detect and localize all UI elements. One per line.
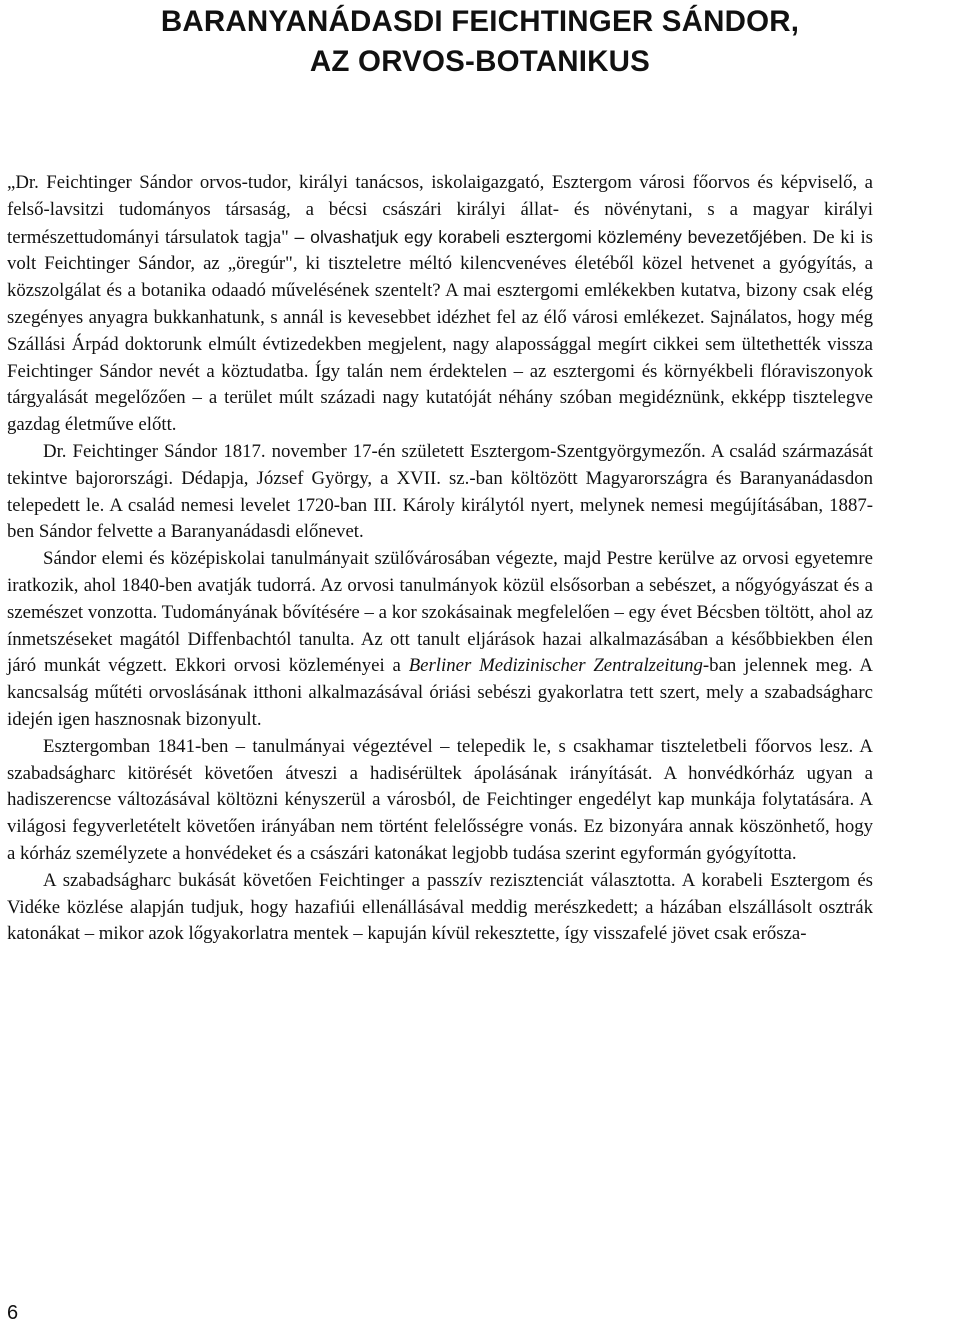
paragraph-birth: Dr. Feichtinger Sándor 1817. november 17-én született Esztergom-Szentgyörgymezőn. A család származását tekintve bajorországi. Dédapja, József György, a XVII. sz.-ban költözött Magyarországra és Baranyanádasdon telepedett le. A család nemesi levelet 1720-ban III. Károly királytól nyert, melynek nemesi megújításában, 1887-ben Sándor felvette a Baranyanádasdi előnevet. [7, 440, 873, 543]
article-body [7, 170, 873, 948]
paragraph-education [7, 546, 873, 734]
journal-title: Berliner Medizinischer Zentralzeitung [408, 655, 703, 677]
education-text-end: -ban jelennek meg. A kancsalság műtéti orvoslásának itthoni alkalmazásával óriási sebészi gyakorlatra tett szert, mely a szabadságharc idején igen hasznosnak bizonyult. [7, 655, 873, 730]
paragraph-intro [7, 170, 873, 439]
paragraph-esztergom: Esztergomban 1841-ben – tanulmányai végeztével – telepedik le, s csakhamar tiszteletbeli főorvos lesz. A szabadságharc kitörését követően átveszi a hadisérültek ápolásának irányítását. A honvédkórház ugyan a hadiszerencse változásával költözni kényszerül a városból, de Feichtinger engedélyt kap munkája folytatására. A világosi fegyverletételt követően irányában nem történt felelősségre vonás. Ez bizonyára annak köszönhető, hogy a kórház személyzete a honvédeket és a császári katonákat legjobb tudása szerint egyformán gyógyította. [7, 735, 873, 864]
article-title-line-1: BARANYANÁDASDI FEICHTINGER SÁNDOR, [160, 5, 800, 38]
article-title [0, 2, 960, 82]
paragraph-resistance: A szabadságharc bukását követően Feichtinger a passzív rezisztenciát választotta. A korabeli Esztergom és Vidéke közlése alapján tudjuk, hogy hazafiúi ellenállásával meddig merészkedett; a házában elszállásolt osztrák katonákat – mikor azok lőgyakorlatra mentek – kapuján kívül rekesztette, így visszafelé jövet csak erősza- [7, 869, 873, 945]
intro-source-line: – olvashatjuk egy korabeli esztergomi közlemény bevezetőjében. [294, 226, 807, 247]
education-text-start: Sándor elemi és középiskolai tanulmányait szülővárosában végezte, majd Pestre kerülve az orvosi egyetemre iratkozik, ahol 1840-ben avatják tudorrá. Az orvosi tanulmányok közül elsősorban a sebészet, a nőgyógyászat és a szemészet vonzotta. Tudományának bővítésére – a kor szokásainak megfelelően – egy évet Bécsben töltött, ahol az ínmetszéseket magától Diffenbachtól tanulta. Az ott tanult eljárások hazai alkalmazásában a későbbiekben élen járó munkát végzett. Ekkori orvosi közleményei a [7, 548, 873, 677]
intro-continuation: De ki is volt Feichtinger Sándor, az „öregúr", ki tiszteletre méltó kilencvenéves életéből közel hetvenet a gyógyítás, a közszolgálat és a botanika odaadó művelésének szentelt? A mai esztergomi emlékekben kutatva, bizony csak elég szegényes anyagra bukkanhatunk, s annál is kevesebbet idézhet fel az élő városi emlékezet. Sajnálatos, hogy még Szállási Árpád doktorunk elmúlt évtizedekben megjelent, nagy alapossággal megírt cikkei sem ültethették vissza Feichtinger Sándor nevét a köztudatba. Így talán nem érdektelen – az esztergomi és környékbeli flóraviszonyok tárgyalását megelőzően – a terület múlt századi nagy kutatóját néhány szóban megidéznünk, ekképp tisztelegve gazdag életműve előtt. [7, 226, 873, 436]
article-title-line-2: AZ ORVOS-BOTANIKUS [309, 45, 651, 78]
page-number: 6 [7, 1302, 19, 1324]
intro-quote: „Dr. Feichtinger Sándor orvos-tudor, királyi tanácsos, iskolaigazgató, Esztergom városi főorvos és képviselő, a felső-lavsitzi tudományos társaság, a bécsi császári királyi állat- és növénytani, s a magyar királyi természettudományi társulatok tagja" [7, 172, 873, 248]
